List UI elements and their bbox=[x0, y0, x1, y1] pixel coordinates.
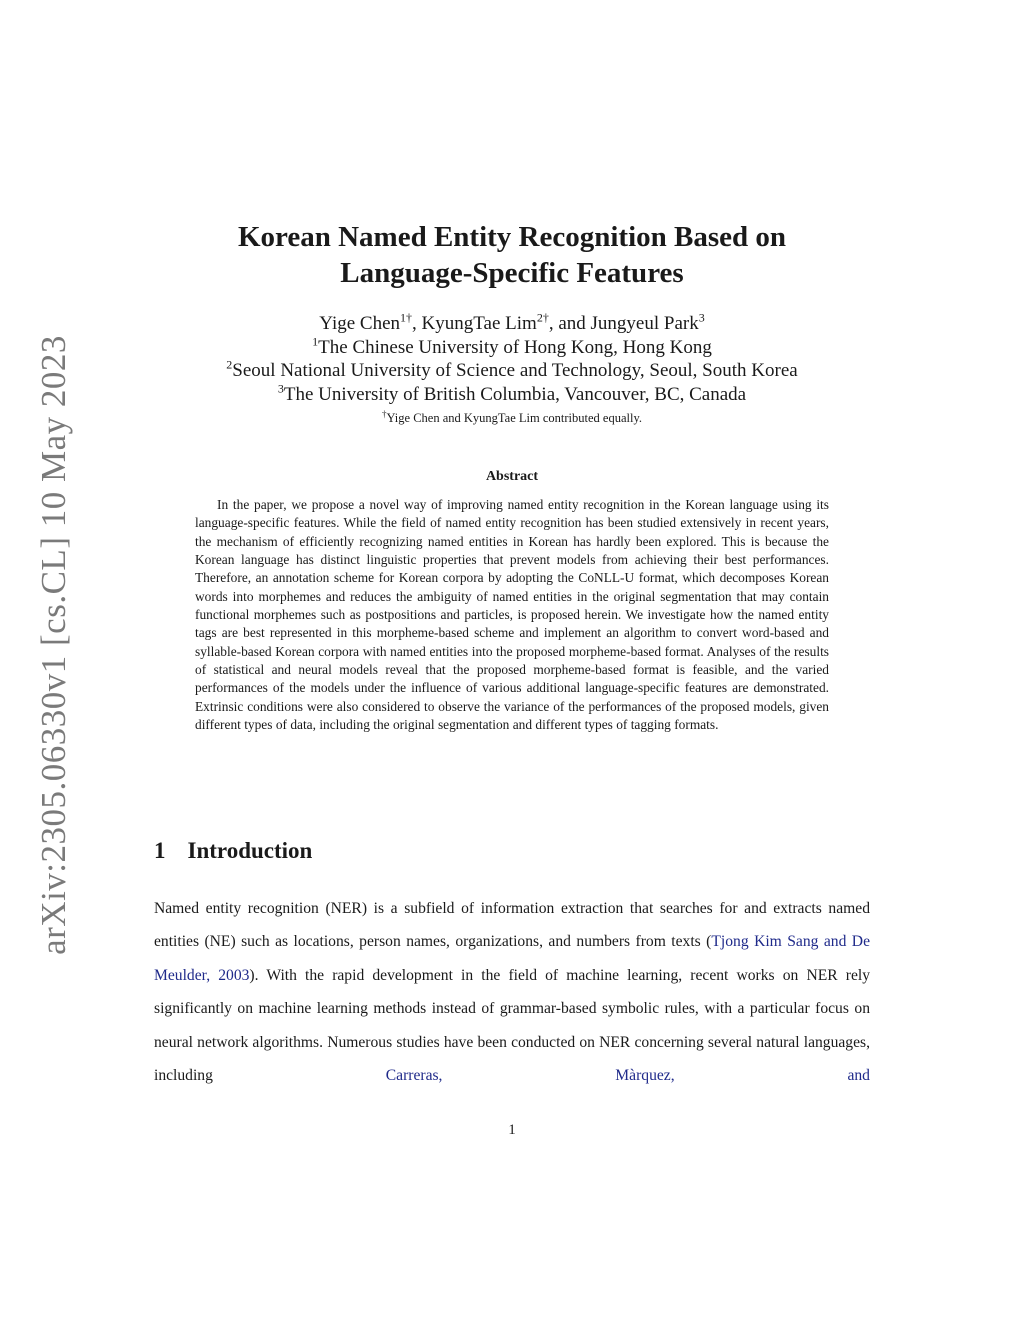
equal-contribution-note bbox=[154, 408, 870, 428]
affiliation-line bbox=[154, 359, 870, 383]
author-name: KyungTae Lim bbox=[421, 313, 537, 334]
introduction-paragraph bbox=[154, 892, 870, 1092]
citation-link[interactable]: Tjong Kim Sang and De Meulder, 2003 bbox=[154, 933, 870, 984]
author-separator: , bbox=[412, 313, 422, 334]
affiliation-mark: 1 bbox=[312, 334, 319, 349]
author-separator: , and bbox=[548, 313, 591, 334]
paper-title bbox=[154, 219, 870, 291]
contribution-text: Yige Chen and KyungTae Lim contributed equally. bbox=[386, 411, 643, 425]
paper-title-line-1: Korean Named Entity Recognition Based on bbox=[237, 221, 787, 253]
section-heading bbox=[154, 838, 312, 864]
citation-link[interactable]: Carreras, Màrquez, and bbox=[385, 1067, 870, 1085]
intro-text: ). With the rapid development in the field of machine learning, recent works on NER rely significantly on machine learning methods instead of grammar-based symbolic rules, with a particular focus on neural network algorithms. Numerous studies have been conducted on NER concerning several natural languages, including bbox=[154, 966, 871, 1085]
abstract-heading: Abstract bbox=[485, 469, 539, 484]
intro-text: Named entity recognition (NER) is a subfield of information extraction that searches for and extracts named entities (NE) such as locations, person names, organizations, and numbers from texts ( bbox=[154, 900, 870, 951]
author-affiliation-mark: 2† bbox=[536, 310, 549, 325]
author-block bbox=[154, 312, 870, 428]
section-title: Introduction bbox=[187, 838, 313, 863]
affiliation-mark: 3 bbox=[277, 381, 284, 396]
affiliation-text: The University of British Columbia, Vancouver, BC, Canada bbox=[283, 383, 747, 405]
author-name: Yige Chen bbox=[319, 313, 401, 334]
affiliation-mark: 2 bbox=[226, 357, 233, 372]
section-number: 1 bbox=[154, 838, 166, 863]
affiliation-text: The Chinese University of Hong Kong, Hong Kong bbox=[318, 336, 712, 358]
abstract-body: In the paper, we propose a novel way of improving named entity recognition in the Korean language using its language-specific features. While the field of named entity recognition has been studied extensively in recent years, the mechanism of efficiently recognizing named entities in Korean has hardly been explored. This is because the Korean language has distinct linguistic properties that prevent models from achieving their best performances. Therefore, an annotation scheme for Korean corpora by adopting the CoNLL-U format, which decomposes Korean words into morphemes and reduces the ambiguity of named entities in the original segmentation that may contain functional morphemes such as postpositions and particles, is proposed herein. We investigate how the named entity tags are best represented in this morpheme-based scheme and implement an algorithm to convert word-based and syllable-based Korean corpora with named entities into the proposed morpheme-based format. Analyses of the results of statistical and neural models reveal that the proposed morpheme-based format is feasible, and the varied performances of the models under the influence of various additional language-specific features are demonstrated. Extrinsic conditions were also considered to observe the variance of the performances of the proposed models, given different types of data, including the original segmentation and different types of tagging formats. bbox=[195, 497, 829, 733]
author-list bbox=[154, 312, 870, 336]
affiliation-line bbox=[154, 336, 870, 360]
author-affiliation-mark: 1† bbox=[400, 310, 413, 325]
page-number: 1 bbox=[508, 1122, 516, 1138]
affiliation-text: Seoul National University of Science and Technology, Seoul, South Korea bbox=[232, 360, 798, 381]
arxiv-identifier-stamp: arXiv:2305.06330v1 [cs.CL] 10 May 2023 bbox=[34, 335, 73, 955]
affiliation-line bbox=[154, 383, 870, 407]
author-affiliation-mark: 3 bbox=[698, 310, 705, 325]
author-name: Jungyeul Park bbox=[590, 313, 699, 334]
contribution-mark: † bbox=[381, 408, 387, 419]
paper-title-line-2: Language-Specific Features bbox=[340, 257, 684, 289]
